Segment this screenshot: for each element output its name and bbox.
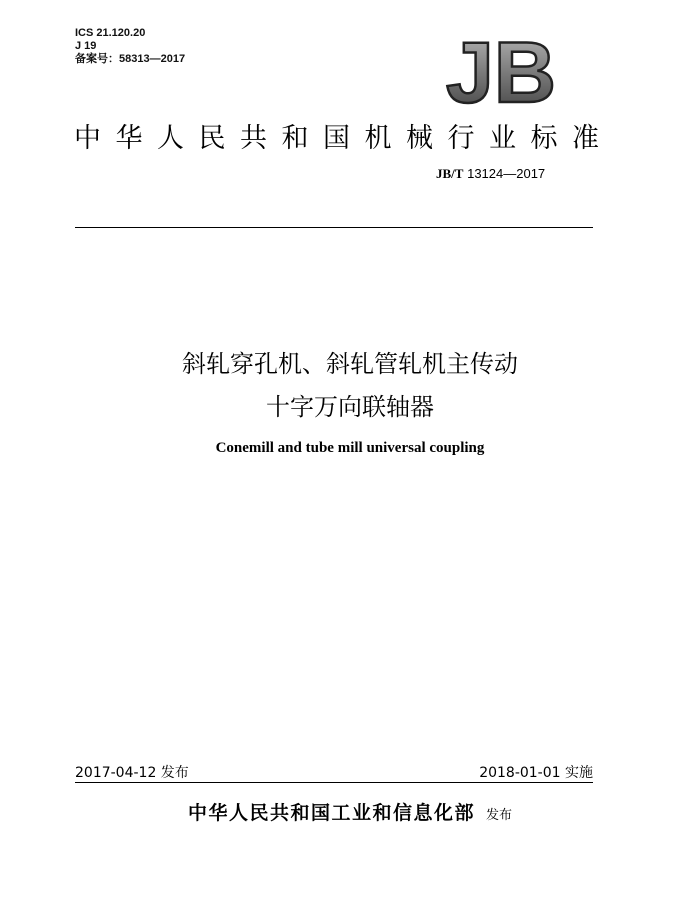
document-title-cn-line2: 十字万向联轴器	[266, 393, 434, 421]
filing-number: 备案号：58313—2017	[75, 53, 186, 65]
document-title-en: Conemill and tube mill universal coupling	[215, 440, 485, 456]
jb-logo	[443, 30, 559, 110]
standard-code-number: 13124—2017	[467, 166, 546, 181]
publisher-name: 中华人民共和国工业和信息化部	[187, 802, 475, 824]
ics-code: ICS 21.120.20	[75, 27, 146, 39]
standard-code-prefix: JB/T	[436, 166, 464, 181]
publisher-line	[0, 798, 700, 825]
bottom-divider	[75, 782, 593, 783]
standard-category-title: 中华人民共和国机械行业标准	[74, 123, 614, 154]
issue-date: 2017-04-12 发布	[75, 765, 189, 781]
document-title-cn-line1: 斜轧穿孔机、斜轧管轧机主传动	[182, 350, 518, 378]
publish-label: 发布	[486, 808, 513, 823]
header-meta	[75, 27, 185, 66]
jb-logo-text: JB	[446, 30, 556, 110]
standard-code	[436, 166, 545, 182]
top-divider	[75, 227, 593, 228]
implementation-date: 2018-01-01 实施	[479, 765, 593, 781]
classification-code: J 19	[75, 40, 97, 52]
